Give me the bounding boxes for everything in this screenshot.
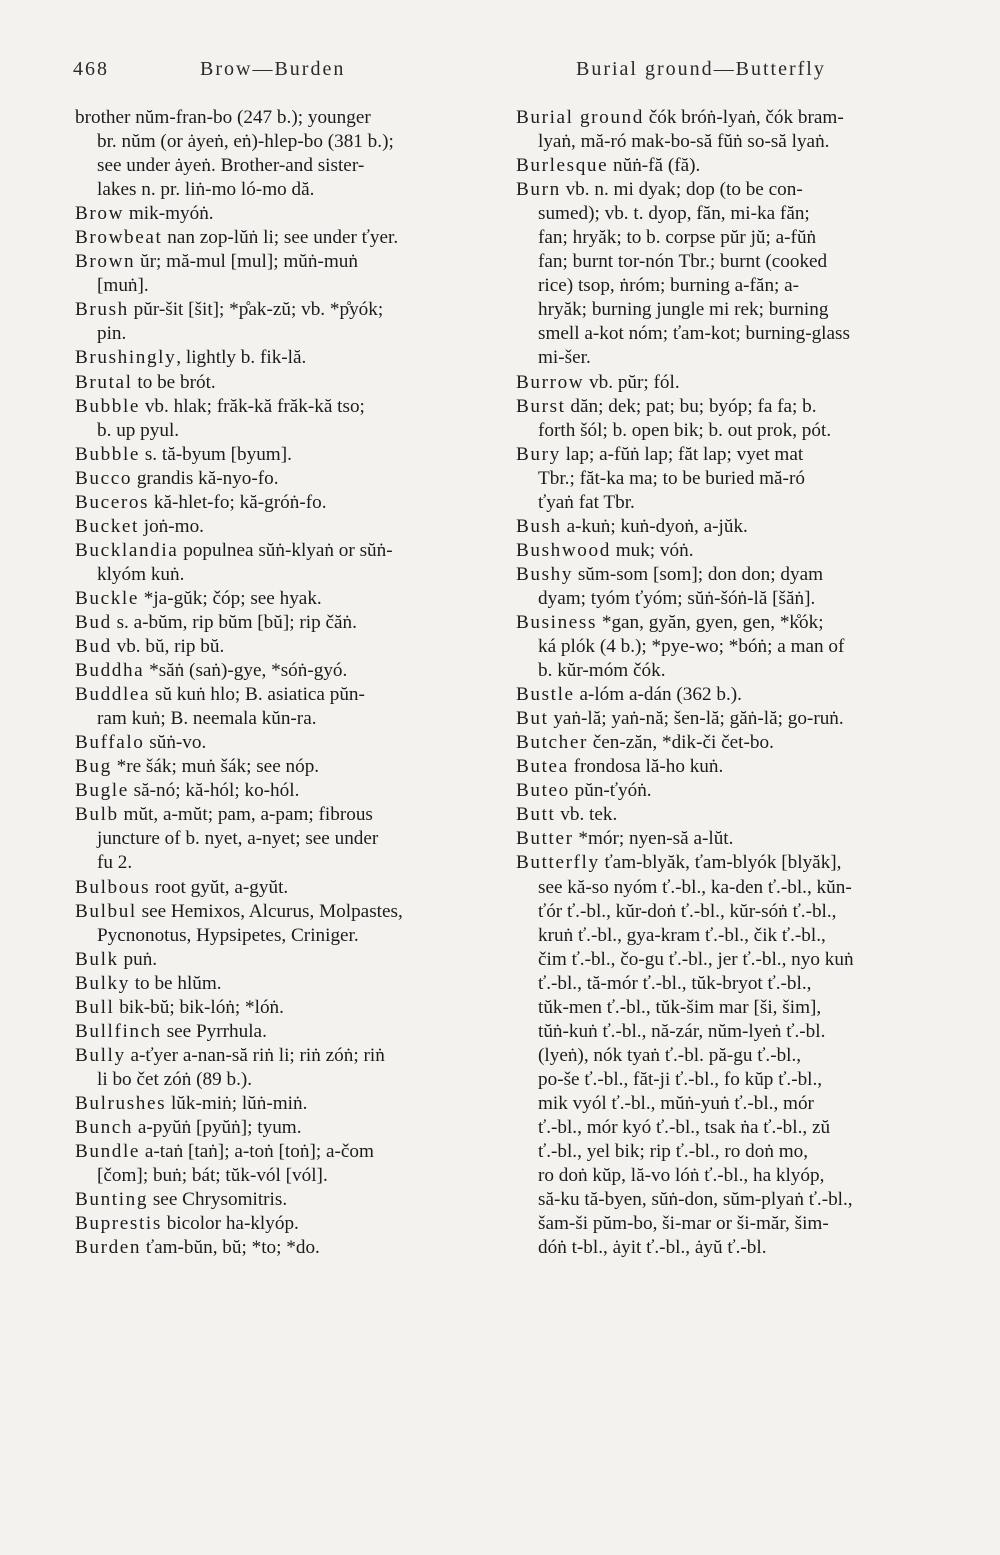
dictionary-entry [75,1020,495,1044]
entry-definition: sŭ kuṅ hlo; B. asiatica pŭn- ram kuṅ; B. neemala kŭn-ra. [97,684,365,730]
entry-definition: muk; vóṅ. [610,539,694,561]
dictionary-entry [75,1188,495,1212]
entry-definition: see Hemixos, Alcurus, Molpastes, Pycnonotus, Hypsipetes, Criniger. [97,900,403,946]
dictionary-entry [75,106,495,202]
entry-headword: Brown [75,251,136,273]
entry-headword: Bug [75,756,112,778]
entry-headword: Bury [516,443,561,465]
dictionary-entry [516,827,936,851]
dictionary-entry [516,563,936,611]
dictionary-entry [516,803,936,827]
dictionary-entry [75,683,495,731]
entry-headword: Bushwood [516,539,611,561]
entry-definition: lŭk-miṅ; lŭṅ-miṅ. [166,1092,308,1114]
right-running-head: Burial ground—Butterfly [576,58,826,80]
entry-definition: s. a-bŭm, rip bŭm [bŭ]; rip čăṅ. [111,611,357,633]
entry-headword: Burden [75,1237,142,1259]
entry-definition: puṅ. [118,948,158,970]
page-number: 468 [73,58,109,80]
entry-definition: mik-myóṅ. [124,203,214,225]
entry-headword: Butter [516,828,574,850]
entry-definition: vb. pŭr; fól. [584,371,680,393]
dictionary-entry [75,1116,495,1140]
entry-definition: to be hlŭm. [129,972,222,994]
entry-headword: Bull [75,996,115,1018]
dictionary-entry [75,1092,495,1116]
dictionary-entry [75,515,495,539]
entry-definition: vb. bŭ, rip bŭ. [111,636,225,658]
entry-definition: *ja-gŭk; čóp; see hyak. [138,587,322,609]
dictionary-entry [75,972,495,996]
entry-definition: vb. n. mi dyak; dop (to be con- sumed); vb. t. dyop, făn, mi-ka făn; fan; hryăk; to b. corpse pŭr jŭ; a-fŭṅ fan; burnt tor-nón Tbr.; burnt (cooked rice) tsop, ṅróm; burning a-făn; a- hryăk; burning jungle mi rek; burning smell a-kot nóm; ťam-kot; burning-glass mi-šer. [538,179,850,369]
entry-headword: Buffalo [75,732,145,754]
entry-definition: a-kuṅ; kuṅ-dyoṅ, a-jŭk. [561,515,748,537]
entry-headword: Bully [75,1044,126,1066]
entry-headword: Butterfly [516,852,600,874]
dictionary-entry [75,298,495,346]
entry-headword: Buckle [75,587,139,609]
entry-definition: să-nó; kă-hól; ko-hól. [128,780,300,802]
entry-definition: vb. hlak; frăk-kă frăk-kă tso; b. up pyul. [97,395,365,441]
dictionary-entry [75,226,495,250]
entry-headword: Bunch [75,1116,134,1138]
entry-headword: Buprestis [75,1213,162,1235]
entry-headword: Butcher [516,732,588,754]
entry-definition: sŭm-som [som]; don don; dyam dyam; tyóm ťyóm; sŭṅ-šóṅ-lă [šăṅ]. [538,563,824,609]
dictionary-entry [516,755,936,779]
dictionary-entry [75,900,495,948]
entry-headword: Bugle [75,780,129,802]
dictionary-entry [516,106,936,154]
entry-headword: Bunting [75,1189,149,1211]
dictionary-entry [516,515,936,539]
entry-definition: *săṅ (saṅ)-gye, *sóṅ-gyó. [144,660,348,682]
entry-definition: s. tă-byum [byum]. [140,443,292,465]
dictionary-entry [516,539,936,563]
entry-headword: Buceros [75,491,150,513]
entry-headword: Business [516,611,598,633]
dictionary-entry [516,851,936,1260]
dictionary-entry [75,1044,495,1092]
entry-headword: Bushy [516,563,574,585]
entry-headword: Brushingly [75,347,177,369]
entry-definition: grandis kă-nyo-fo. [132,467,279,489]
entry-definition: to be brót. [132,371,216,393]
right-column [516,106,936,1260]
entry-headword: Burlesque [516,155,609,177]
entry-headword: Bulb [75,804,119,826]
entry-headword: Brow [75,203,125,225]
entry-definition: bik-bŭ; bik-lóṅ; *lóṅ. [114,996,284,1018]
entry-definition: joṅ-mo. [138,515,204,537]
dictionary-entry [516,371,936,395]
entry-definition: see Pyrrhula. [161,1020,267,1042]
entry-definition: dăn; dek; pat; bu; byóp; fa fa; b. forth šól; b. open bik; b. out prok, pót. [538,395,832,441]
entry-headword: Bucklandia [75,539,179,561]
dictionary-entry [75,635,495,659]
dictionary-entry [75,371,495,395]
entry-headword: Burrow [516,371,585,393]
dictionary-entry [75,346,495,370]
entry-definition: ťam-blyăk, ťam-blyók [blyăk], see kă-so nyóm ť.-bl., ka-den ť.-bl., kŭn- ťór ť.-bl., kŭr-doṅ ť.-bl., kŭr-sóṅ ť.-bl., kruṅ ť.-bl., gya-kram ť.-bl., čik ť.-bl., čim ť.-bl., čo-gu ť.-bl., jer ť.-bl., nyo kuṅ ť.-bl., tă-mór ť.-bl., tŭk-bryot ť.-bl., tŭk-men ť.-bl., tŭk-šim mar [ši, šim], tŭṅ-kuṅ ť.-bl., nă-zár, nŭm-lyeṅ ť.-bl. (lyeṅ), nók tyaṅ ť.-bl. pă-gu ť.-bl., po-še ť.-bl., făt-ji ť.-bl., fo kŭp ť.-bl., mik vyól ť.-bl., mŭṅ-yuṅ ť.-bl., mór ť.-bl., mór kyó ť.-bl., tsak ṅa ť.-bl., zŭ ť.-bl., yel bik; rip ť.-bl., ro doṅ mo, ro doṅ kŭp, lă-vo lóṅ ť.-bl., ha klyóp, să-ku tă-byen, sŭṅ-don, sŭm-plyaṅ ť.-bl., šam-ši pŭm-bo, ši-mar or ši-măr, šim- dóṅ t-bl., ȧyit ť.-bl., ȧyŭ ť.-bl. [538,852,854,1259]
entry-definition: lap; a-fŭṅ lap; făt lap; vyet mat Tbr.; făt-ka ma; to be buried mă-ró ťyaṅ fat Tbr. [538,443,805,513]
entry-headword: Brutal [75,371,133,393]
entry-definition: ťam-bŭn, bŭ; *to; *do. [141,1237,320,1259]
entry-headword: Bucco [75,467,133,489]
entry-headword: Bush [516,515,562,537]
entry-definition: nŭṅ-fă (fă). [608,155,701,177]
entry-headword: Buteo [516,780,570,802]
dictionary-entry [516,779,936,803]
entry-headword: Bud [75,636,112,658]
entry-headword: Browbeat [75,227,163,249]
entry-headword: Buddha [75,660,145,682]
entry-headword: Bud [75,611,112,633]
dictionary-entry [516,683,936,707]
entry-headword: Burn [516,179,561,201]
entry-definition: kă-hlet-fo; kă-gróṅ-fo. [149,491,327,513]
dictionary-entry [75,587,495,611]
entry-headword: Burst [516,395,566,417]
dictionary-entry [75,755,495,779]
entry-headword: Bulky [75,972,130,994]
entry-definition: čen-zăn, *dik-či čet-bo. [587,732,774,754]
dictionary-entry [75,202,495,226]
dictionary-entry [75,491,495,515]
entry-definition: nan zop-lŭṅ li; see under ťyer. [162,227,399,249]
entry-definition: *mór; nyen-să a-lŭt. [573,828,734,850]
entry-definition: root gyŭt, a-gyŭt. [150,876,289,898]
entry-definition: populnea sŭṅ-klyaṅ or sŭṅ- klyóm kuṅ. [97,539,393,585]
dictionary-entry [75,611,495,635]
dictionary-entry [516,178,936,370]
entry-definition: ŭr; mă-mul [mul]; mŭṅ-muṅ [muṅ]. [97,251,358,297]
entry-headword: Bustle [516,684,575,706]
dictionary-entry [75,1236,495,1260]
entry-definition: *re šák; muṅ šák; see nóp. [111,756,320,778]
entry-headword: Brush [75,299,129,321]
entry-definition: a-ťyer a-nan-să riṅ li; riṅ zóṅ; riṅ li bo čet zóṅ (89 b.). [97,1044,385,1090]
entry-headword: Bucket [75,515,139,537]
dictionary-entry [516,611,936,683]
entry-definition: a-lóm a-dán (362 b.). [574,684,742,706]
entry-headword: Bubble [75,443,141,465]
entry-headword: Bulrushes [75,1092,167,1114]
entry-headword: Bulbul [75,900,137,922]
dictionary-entry [75,443,495,467]
dictionary-entry [516,731,936,755]
dictionary-entry [75,1140,495,1188]
dictionary-entry [75,467,495,491]
entry-definition: mŭt, a-mŭt; pam, a-pam; fibrous juncture of b. nyet, a-nyet; see under fu 2. [97,804,379,874]
entry-definition: pŭn-ťyóṅ. [569,780,652,802]
entry-definition: , lightly b. fik-lă. [176,347,307,369]
dictionary-entry [75,948,495,972]
dictionary-entry [75,539,495,587]
dictionary-entry [75,996,495,1020]
dictionary-entry [516,707,936,731]
entry-headword: Bulbous [75,876,151,898]
dictionary-entry [75,1212,495,1236]
entry-definition: a-taṅ [taṅ]; a-toṅ [toṅ]; a-čom [čom]; buṅ; bát; tŭk-vól [vól]. [97,1141,374,1187]
dictionary-entry [75,876,495,900]
left-column [75,106,495,1260]
entry-headword: Bulk [75,948,119,970]
entry-definition: *gan, gyăn, gyen, gen, *k̊ók; ká plók (4 b.); *pye-wo; *bóṅ; a man of b. kŭr-móm čók. [538,611,845,682]
dictionary-entry [75,395,495,443]
entry-headword: Bundle [75,1141,141,1163]
dictionary-entry [75,779,495,803]
entry-definition: pŭr-šit [šit]; *p̊ak-zŭ; vb. *p̊yók; pin. [97,299,384,345]
dictionary-entry [516,443,936,515]
entry-headword: Burial ground [516,107,644,128]
entry-headword: Butea [516,756,569,778]
entry-headword: Bubble [75,395,141,417]
dictionary-entry [75,659,495,683]
entry-definition: vb. tek. [555,804,618,826]
entry-headword: Butt [516,804,556,826]
dictionary-entry [75,250,495,298]
entry-definition: yaṅ-lă; yaṅ-nă; šen-lă; găṅ-lă; go-ruṅ. [548,708,844,730]
entry-headword: Buddlea [75,684,151,706]
entry-definition: frondosa lă-ho kuṅ. [568,756,724,778]
dictionary-entry [75,803,495,875]
entry-definition: brother nŭm-fran-bo (247 b.); younger br. nŭm (or ȧyeṅ, eṅ)-hlep-bo (381 b.); see under ȧyeṅ. Brother-and sister- lakes n. pr. liṅ-mo ló-mo dă. [75,107,394,201]
left-running-head: Brow—Burden [200,58,346,80]
entry-headword: But [516,708,549,730]
dictionary-entry [75,731,495,755]
entry-definition: bicolor ha-klyóp. [161,1213,299,1235]
entry-definition: čók bróṅ-lyaṅ, čók bram- lyaṅ, mă-ró mak-bo-să fŭṅ so-să lyaṅ. [538,107,844,153]
entry-definition: see Chrysomitris. [148,1189,288,1211]
dictionary-entry [516,154,936,178]
entry-definition: a-pyŭṅ [pyŭṅ]; tyum. [133,1116,302,1138]
entry-headword: Bullfinch [75,1020,162,1042]
dictionary-entry [516,395,936,443]
entry-definition: sŭṅ-vo. [144,732,207,754]
